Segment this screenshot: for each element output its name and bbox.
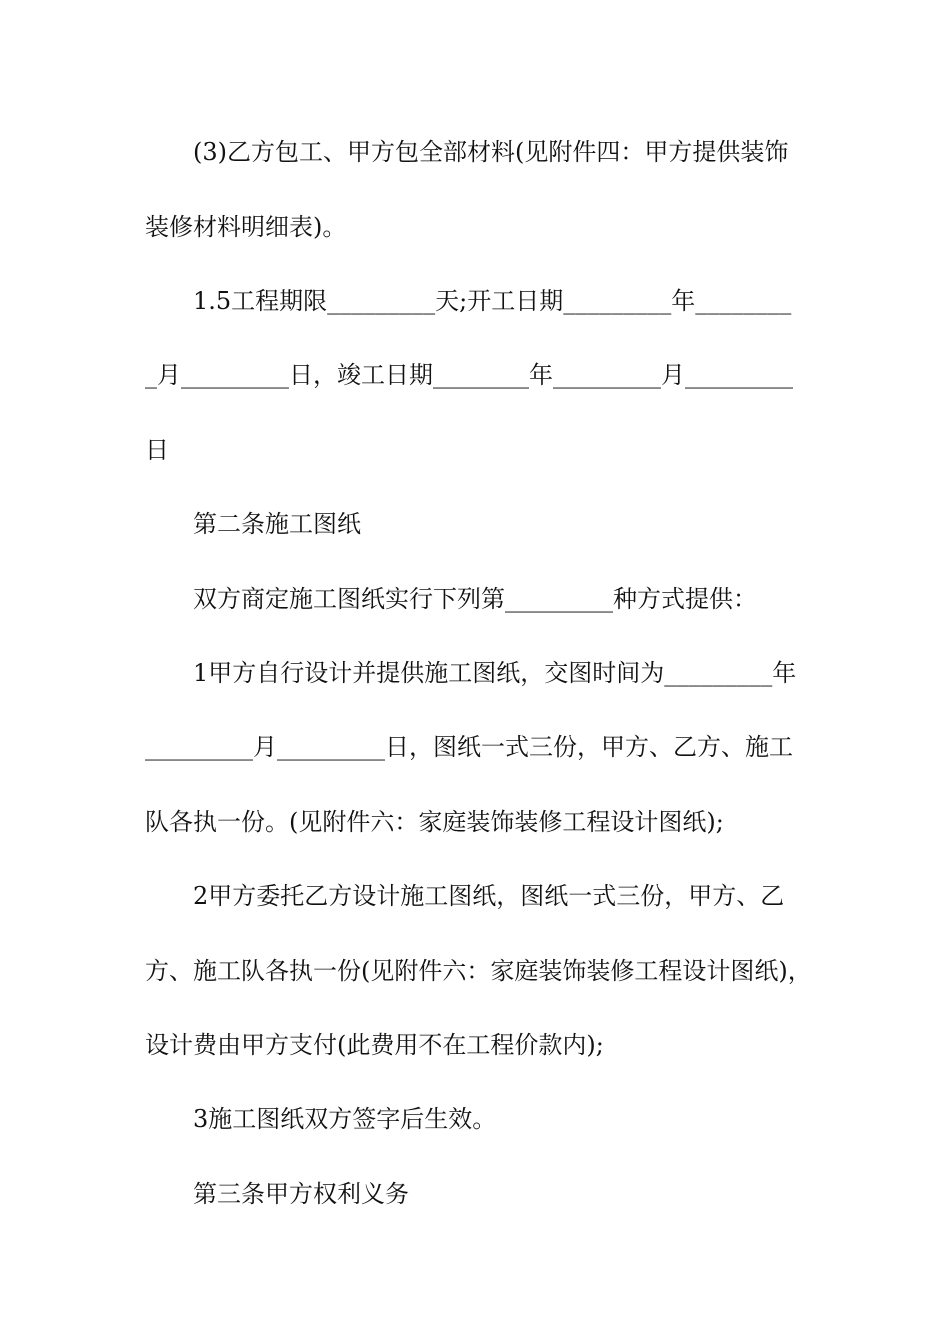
paragraph-line-project-period: 1.5工程期限_________天;开工日期_________年________ xyxy=(193,287,792,315)
paragraph-line-design-fee: 设计费由甲方支付(此费用不在工程价款内); xyxy=(145,1031,604,1059)
paragraph-line-option-1-date: _________月_________日，图纸一式三份，甲方、乙方、施工 xyxy=(145,733,793,761)
paragraph-line-option-2-copies: 方、施工队各执一份(见附件六：家庭装饰装修工程设计图纸)， xyxy=(145,957,812,985)
paragraph-line-drawing-method: 双方商定施工图纸实行下列第_________种方式提供： xyxy=(193,585,757,613)
paragraph-line-completion-date: _月_________日，竣工日期________年_________月_________ xyxy=(145,361,793,389)
paragraph-line-option-1-copies: 队各执一份。(见附件六：家庭装饰装修工程设计图纸); xyxy=(145,808,724,836)
section-heading-party-a-rights: 第三条甲方权利义务 xyxy=(193,1180,409,1208)
paragraph-line-material-option-3: (3)乙方包工、甲方包全部材料(见附件四：甲方提供装饰 xyxy=(193,138,789,166)
section-heading-construction-drawings: 第二条施工图纸 xyxy=(193,510,361,538)
paragraph-line-option-1: 1甲方自行设计并提供施工图纸，交图时间为_________年 xyxy=(193,659,797,687)
paragraph-line-option-3: 3施工图纸双方签字后生效。 xyxy=(193,1105,497,1133)
paragraph-line-day: 日 xyxy=(145,436,169,464)
paragraph-line-option-2: 2甲方委托乙方设计施工图纸，图纸一式三份，甲方、乙 xyxy=(193,882,785,910)
paragraph-line-material-list: 装修材料明细表)。 xyxy=(145,213,347,241)
